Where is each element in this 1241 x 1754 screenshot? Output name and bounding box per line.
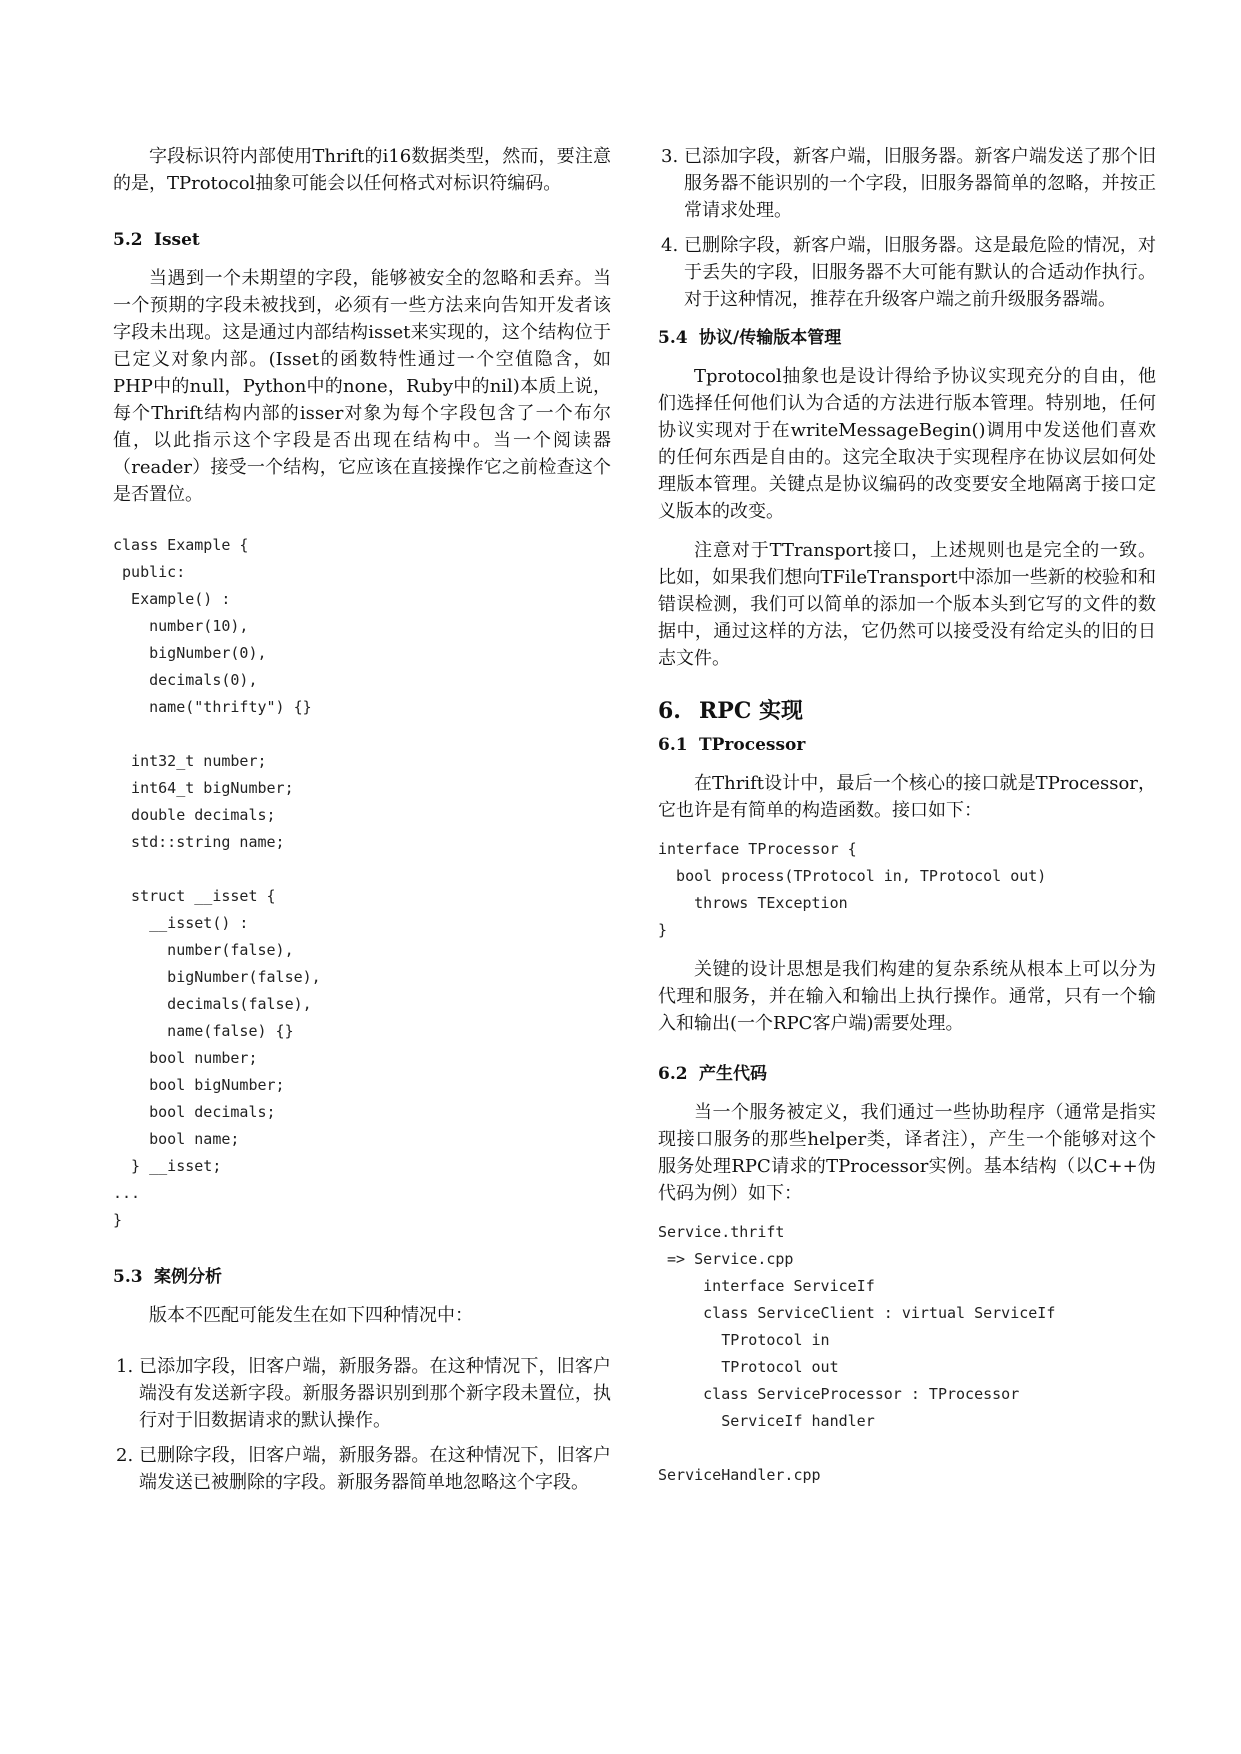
section-5-2-heading xyxy=(113,227,611,253)
section-title: TProcessor xyxy=(699,735,806,755)
code-block-tprocessor: interface TProcessor { bool process(TProtocol in, TProtocol out) throws TException } xyxy=(658,840,1047,939)
section-5-4-paragraph-1: Tprotocol抽象也是设计得给予协议实现充分的自由，他们选择任何他们认为合适的方法进行版本管理。特别地，任何协议实现对于在writeMessageBegin()调用中发送他们喜欢的任何东西是自由的。这完全取决于实现程序在协议层如何处理版本管理。关键点是协议编码的改变要安全地隔离于接口定义版本的改变。 xyxy=(658,366,1156,522)
intro-paragraph: 字段标识符内部使用Thrift的i16数据类型，然而，要注意的是，TProtocol抽象可能会以任何格式对标识符编码。 xyxy=(113,146,611,194)
right-column xyxy=(658,143,1156,1489)
section-number: 5.2 xyxy=(113,230,143,250)
section-5-2-paragraph: 当遇到一个未期望的字段，能够被安全的忽略和丢弃。当一个预期的字段未被找到，必须有一些方法来向告知开发者该字段未出现。这是通过内部结构isset来实现的，这个结构位于已定义对象内部。(Isset的函数特性通过一个空值隐含，如PHP中的null，Python中的none，Ruby中的nil)本质上说，每个Thrift结构内部的isser对象为每个字段包含了一个布尔值，以此指示这个字段是否出现在结构中。当一个阅读器（reader）接受一个结构，它应该在直接操作它之前检查这个是否置位。 xyxy=(113,268,611,505)
section-5-4-paragraph-2: 注意对于TTransport接口，上述规则也是完全的一致。比如，如果我们想向TFileTransport中添加一些新的校验和和错误检测，我们可以简单的添加一个版本头到它写的文件的数据中，通过这样的方法，它仍然可以接受没有给定头的旧的日志文件。 xyxy=(658,540,1156,669)
section-title: 协议/传输版本管理 xyxy=(699,328,842,348)
case-list-continued xyxy=(658,143,1156,313)
section-number: 5.3 xyxy=(113,1267,143,1287)
section-6-2-paragraph: 当一个服务被定义，我们通过一些协助程序（通常是指实现接口服务的那些helper类，译者注），产生一个能够对这个服务处理RPC请求的TProcessor实例。基本结构（以C++伪代码为例）如下： xyxy=(658,1102,1156,1204)
list-item-text: 已删除字段，新客户端，旧服务器。这是最危险的情况，对于丢失的字段，旧服务器不大可能有默认的合适动作执行。对于这种情况，推荐在升级客户端之前升级服务器端。 xyxy=(684,235,1156,310)
list-item xyxy=(658,143,1156,224)
section-title: 案例分析 xyxy=(154,1267,222,1287)
section-number: 6.1 xyxy=(658,735,688,755)
section-6-1-heading xyxy=(658,732,1156,758)
code-block-service: Service.thrift => Service.cpp interface ServiceIf class ServiceClient : virtual ServiceIf TProtocol in TProtocol out class ServiceProcessor : TProcessor ServiceIf handler ServiceHandler.cpp xyxy=(658,1223,1056,1484)
section-title: RPC 实现 xyxy=(699,698,803,724)
section-6-1-paragraph-2: 关键的设计思想是我们构建的复杂系统从根本上可以分为代理和服务，并在输入和输出上执行操作。通常，只有一个输入和输出(一个RPC客户端)需要处理。 xyxy=(658,959,1156,1034)
list-item xyxy=(658,232,1156,313)
section-title: Isset xyxy=(154,230,200,250)
section-number: 6.2 xyxy=(658,1064,688,1084)
section-number: 6. xyxy=(658,698,681,724)
section-6-heading xyxy=(658,696,1156,726)
list-marker: 2. xyxy=(116,1445,134,1466)
section-5-3-heading xyxy=(113,1264,611,1290)
list-marker: 1. xyxy=(116,1356,134,1377)
section-6-2-heading xyxy=(658,1061,1156,1087)
section-6-1-paragraph-1: 在Thrift设计中，最后一个核心的接口就是TProcessor，它也许是有简单的构造函数。接口如下： xyxy=(658,773,1156,821)
left-column xyxy=(113,143,611,1496)
list-item-text: 已添加字段，旧客户端，新服务器。在这种情况下，旧客户端没有发送新字段。新服务器识别到那个新字段未置位，执行对于旧数据请求的默认操作。 xyxy=(139,1356,611,1431)
section-number: 5.4 xyxy=(658,328,688,348)
list-marker: 4. xyxy=(661,235,679,256)
list-item xyxy=(113,1442,611,1496)
list-item-text: 已添加字段，新客户端，旧服务器。新客户端发送了那个旧服务器不能识别的一个字段，旧服务器简单的忽略，并按正常请求处理。 xyxy=(684,146,1156,221)
case-list xyxy=(113,1353,611,1496)
list-item-text: 已删除字段，旧客户端，新服务器。在这种情况下，旧客户端发送已被删除的字段。新服务器简单地忽略这个字段。 xyxy=(139,1445,611,1493)
code-block-example: class Example { public: Example() : number(10), bigNumber(0), decimals(0), name("thrifty") {} int32_t number; int64_t bigNumber; double decimals; std::string name; struct __isset { __isset() : number(false), bigNumber(false), decimals(false), name(false) {} bool number; bool bigNumber; bool decimals; bool name; } __isset; ... } xyxy=(113,536,321,1229)
section-5-3-paragraph: 版本不匹配可能发生在如下四种情况中： xyxy=(149,1305,473,1326)
section-title: 产生代码 xyxy=(699,1064,767,1084)
section-5-4-heading xyxy=(658,325,1156,351)
list-item xyxy=(113,1353,611,1434)
list-marker: 3. xyxy=(661,146,679,167)
